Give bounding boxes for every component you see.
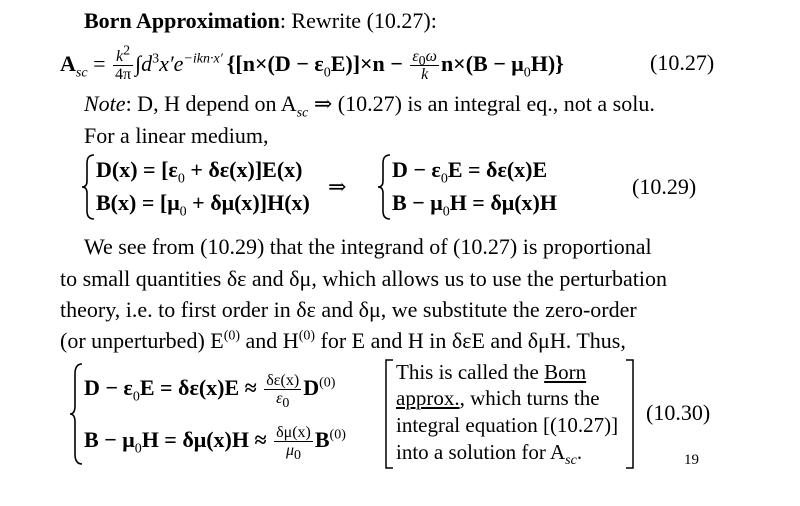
born-note-line2: approx., which turns the bbox=[396, 386, 600, 410]
eq1027-fraction: $\frac{k^2}{4\pi}$ bbox=[114, 44, 132, 84]
equation-10-27 bbox=[60, 42, 564, 86]
paragraph-line4: (or unperturbed) $E^{(0)}$ and $H^{(0)}$ for E and H in δεE and δμH. Thus, bbox=[60, 328, 626, 353]
note-line bbox=[84, 91, 655, 121]
linear-medium-line bbox=[84, 123, 269, 149]
approx-underlined: approx. bbox=[396, 386, 460, 410]
linear-medium-text: For a linear medium, bbox=[84, 123, 269, 148]
eq1027-part2: E)]×n − bbox=[330, 51, 409, 76]
eq1029-arrow: ⇒ bbox=[328, 174, 347, 199]
page-number: 19 bbox=[684, 452, 699, 468]
eq1029-row2-left: $B(x) = [\mu_0 + \delta\mu(x)]H(x)$ bbox=[96, 190, 310, 220]
note-label: Note bbox=[84, 91, 126, 116]
eq1030-row1: $D - \varepsilon_0E = \delta\varepsilon(x)E$ ≈ $\frac{\delta\varepsilon(x)}{\varepsilon_0}$ $D^{(0)}$ bbox=[84, 372, 336, 412]
heading-rest: : Rewrite (10.27): bbox=[279, 8, 437, 33]
heading-title: Born Approximation bbox=[84, 8, 280, 33]
born-note-line1: This is called the Born bbox=[396, 360, 587, 384]
eq1030-row2-fraction: $\frac{\delta\mu(x)}{\mu_0}$ bbox=[276, 424, 311, 464]
eq1029-right-brace bbox=[376, 153, 392, 221]
eq1027-part3-sub: 0 bbox=[523, 65, 531, 81]
eq1029-row1-right: $D - \varepsilon_0E = \delta\varepsilon(x)E$ bbox=[392, 157, 548, 187]
born-note-line4: into a solution for $A_{sc}$. bbox=[396, 440, 583, 469]
eq1027-number: (10.27) bbox=[650, 50, 715, 75]
note-text1: : D, H depend on A bbox=[125, 91, 297, 116]
eq1027-eq: = bbox=[87, 51, 111, 76]
eq1027-d: d bbox=[141, 51, 153, 76]
born-underlined: Born bbox=[544, 360, 587, 384]
eq1027-part1: {[n×(D − ε bbox=[226, 51, 324, 76]
eq1029-row2-right: $B - \mu_0H = \delta\mu(x)H$ bbox=[392, 190, 557, 220]
eq1027-fraction2: $\frac{\varepsilon_0\omega}{k}$ bbox=[412, 48, 437, 84]
eq1027-part1-sub: 0 bbox=[323, 65, 331, 81]
paragraph-line3: theory, i.e. to first order in δε and δμ, we substitute the zero-order bbox=[60, 297, 637, 322]
integral-sign: ∫ bbox=[135, 51, 142, 76]
eq1027-exponent: −ikn·x′ bbox=[183, 51, 223, 67]
eq1030-left-brace bbox=[68, 362, 84, 466]
note-text2: ⇒ (10.27) is an integral eq., not a solu. bbox=[308, 91, 655, 116]
eq1030-note-bracket-left bbox=[383, 358, 395, 470]
heading bbox=[84, 8, 437, 34]
eq1027-d-sup: 3 bbox=[152, 51, 160, 67]
eq1027-lhs-sub: sc bbox=[75, 65, 88, 81]
eq1027-part4: H)} bbox=[530, 51, 564, 76]
eq1027-part3: n×(B − μ bbox=[440, 51, 524, 76]
eq1029-number: (10.29) bbox=[632, 174, 697, 199]
born-note-line3: integral equation [(10.27)] bbox=[396, 413, 619, 437]
eq1027-lhs: A bbox=[60, 51, 76, 76]
eq1027-xprime: x′e bbox=[159, 51, 184, 76]
paragraph-line2: to small quantities δε and δμ, which allows us to use the perturbation bbox=[60, 266, 667, 291]
eq1029-row1-left: $D(x) = [\varepsilon_0 + \delta\varepsilon(x)]E(x)$ bbox=[96, 157, 303, 187]
eq1029-left-brace bbox=[80, 153, 96, 221]
eq1030-row2: $B - \mu_0H = \delta\mu(x)H$ ≈ $\frac{\delta\mu(x)}{\mu_0}$ $B^{(0)}$ bbox=[84, 424, 346, 464]
eq1030-row1-fraction: $\frac{\delta\varepsilon(x)}{\varepsilon_0}$ bbox=[266, 372, 300, 412]
eq1030-number: (10.30) bbox=[646, 400, 711, 425]
paragraph-line1: We see from (10.29) that the integrand of (10.27) is proportional bbox=[84, 234, 652, 259]
note-text1-sub: sc bbox=[296, 105, 309, 121]
eq1030-note-bracket-right bbox=[624, 358, 636, 470]
